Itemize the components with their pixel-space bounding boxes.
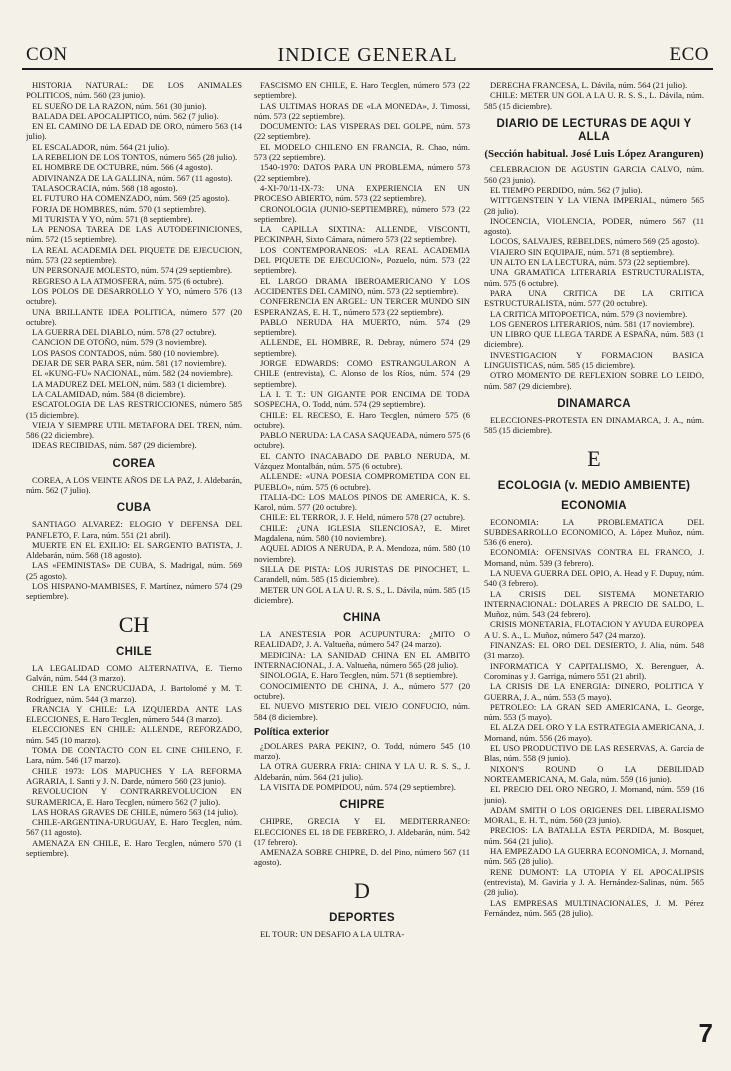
index-entry: EL «KUNG-FU» NACIONAL, núm. 582 (24 noviembre). — [32, 368, 233, 379]
index-entry: OTRO MOMENTO DE REFLEXION SOBRE LO LEIDO, núm. 587 (29 diciembre). — [484, 370, 704, 391]
index-entry: EL TIEMPO PERDIDO, núm. 562 (7 julio). — [490, 184, 643, 195]
index-entry: REVOLUCION Y CONTRARREVOLUCION EN SURAMERICA, E. Haro Tecglen, número 562 (7 julio). — [26, 786, 242, 807]
index-entry: LA NUEVA GUERRA DEL OPIO, A. Head y F. Dupuy, núm. 540 (3 febrero). — [484, 568, 704, 589]
letter-heading-d: D — [354, 877, 370, 903]
index-entry: VIEJA Y SIEMPRE UTIL METAFORA DEL TREN, núm. 586 (22 diciembre). — [26, 419, 242, 441]
index-entry: MUERTE EN EL EXILIO: EL SARGENTO BATISTA, J. Aldebarán, núm. 568 (18 agosto). — [26, 539, 242, 561]
index-entry: EN EL CAMINO DE LA EDAD DE ORO, número 563 (14 julio). — [26, 121, 242, 142]
index-entry: LA REBELION DE LOS TONTOS, número 565 (28 julio). — [32, 152, 238, 163]
header-title: INDICE GENERAL — [277, 44, 458, 66]
index-entry: JORGE EDWARDS: COMO ESTRANGULARON A CHILE (entrevista), C. Alonso de los Ríos, núm. 574 (29 septiembre). — [254, 358, 470, 389]
index-entry: METER UN GOL A LA U. R. S. S., L. Dávila, núm. 585 (15 diciembre). — [254, 584, 470, 605]
index-entry: ELECCIONES EN CHILE: ALLENDE, REFORZADO, núm. 545 (10 marzo). — [26, 724, 242, 745]
section-title-ecologia: ECOLOGIA (v. MEDIO AMBIENTE) — [497, 479, 691, 492]
index-entry: EL SUEÑO DE LA RAZON, núm. 561 (30 junio). — [32, 100, 207, 111]
index-entry: TOMA DE CONTACTO CON EL CINE CHILENO, F. Lara, núm. 546 (17 marzo). — [26, 745, 242, 766]
index-entry: EL ALZA DEL ORO Y LA ESTRATEGIA AMERICANA, J. Mornand, núm. 556 (26 mayo). — [484, 722, 704, 743]
section-title-diario: DIARIO DE LECTURAS DE AQUI Y ALLA — [496, 117, 692, 143]
section-title-dinamarca: DINAMARCA — [557, 397, 631, 410]
index-entry: LA VISITA DE POMPIDOU, núm. 574 (29 septiembre). — [260, 782, 456, 792]
index-entry: CELEBRACION DE AGUSTIN GARCIA CALVO, núm. 560 (23 junio). — [484, 164, 704, 185]
index-entry: PETROLEO: LA GRAN SED AMERICANA, L. George, núm. 553 (5 mayo). — [484, 701, 704, 723]
index-entry: 4-XI-70/11-IX-73: UNA EXPERIENCIA EN UN PROCESO ABIERTO, núm. 573 (22 septiembre). — [254, 182, 470, 204]
entry-list-chile-cont — [254, 80, 470, 605]
index-entry: DEJAR DE SER PARA SER, núm. 581 (17 noviembre). — [32, 358, 227, 369]
index-entry: UN LIBRO QUE LLEGA TARDE A ESPAÑA, núm. 583 (1 diciembre). — [484, 329, 704, 350]
index-entry: PABLO NERUDA: LA CASA SAQUEADA, número 575 (6 octubre). — [254, 430, 470, 451]
entry-list-corea — [26, 475, 242, 496]
entry-list-politica — [254, 741, 470, 792]
index-entry: IDEAS RECIBIDAS, núm. 587 (29 diciembre). — [32, 440, 197, 451]
index-entry: FORJA DE HOMBRES, núm. 570 (1 septiembre). — [32, 203, 207, 214]
index-entry: LAS EMPRESAS MULTINACIONALES, J. M. Pérez Fernández, núm. 565 (28 julio). — [484, 897, 704, 918]
index-entry: ITALIA-DC: LOS MALOS PINOS DE AMERICA, K. S. Karol, núm. 577 (20 octubre). — [254, 491, 470, 513]
subsection-title-politica: Política exterior — [254, 726, 330, 738]
index-entry: LAS ULTIMAS HORAS DE «LA MONEDA», J. Timossi, núm. 573 (22 septiembre). — [254, 100, 470, 121]
index-entry: ELECCIONES-PROTESTA EN DINAMARCA, J. A., núm. 585 (15 diciembre). — [484, 414, 704, 436]
index-entry: CHILE: ¿UNA IGLESIA SILENCIOSA?, E. Miret Magdalena, núm. 580 (10 noviembre). — [254, 522, 470, 544]
index-entry: LAS «FEMINISTAS» DE CUBA, S. Madrigal, núm. 569 (25 agosto). — [26, 560, 242, 581]
index-entry: CHILE 1973: LOS MAPUCHES Y LA REFORMA AGRARIA, I. Santi y J. N. Darde, número 560 (23 junio). — [26, 765, 242, 786]
index-entry: SINOLOGIA, E. Haro Tecglen, núm. 571 (8 septiembre). — [260, 670, 458, 681]
index-entry: LOS HISPANO-MAMBISES, F. Martínez, número 574 (29 septiembre). — [26, 581, 242, 602]
index-entry: LA CRISIS DE LA ENERGIA: DINERO, POLITICA Y GUERRA, J. A., núm. 553 (5 mayo). — [484, 681, 704, 702]
index-entry: MI TURISTA Y YO, núm. 571 (8 septiembre). — [32, 213, 193, 224]
index-entry: CHILE: EL RECESO, E. Haro Tecglen, número 575 (6 octubre). — [254, 409, 470, 430]
section-title-china: CHINA — [343, 612, 381, 625]
index-entry: COREA, A LOS VEINTE AÑOS DE LA PAZ, J. Aldebarán, núm. 562 (7 julio). — [26, 474, 242, 495]
entry-list-top — [26, 80, 242, 451]
entry-list-deportes-cont — [484, 80, 704, 111]
entry-list-dinamarca — [484, 415, 704, 436]
index-entry: LOS CONTEMPORANEOS: «LA REAL ACADEMIA DEL PIQUETE DE EJECUCION», Pozuelo, núm. 573 (22 septiembre). — [254, 244, 470, 276]
index-entry: RENE DUMONT: LA UTOPIA Y EL APOCALIPSIS (entrevista), M. Gaviria y J. A. Hernández-Salinas, núm. 565 (28 julio). — [484, 866, 704, 898]
index-entry: PRECIOS: LA BATALLA ESTA PERDIDA, M. Bosquet, núm. 564 (21 julio). — [484, 825, 704, 846]
index-entry: UNA GRAMATICA LITERARIA ESTRUCTURALISTA, núm. 575 (6 octubre). — [484, 267, 704, 288]
index-entry: INOCENCIA, VIOLENCIA, PODER, número 567 (11 agosto). — [484, 215, 704, 237]
index-entry: LOS POLOS DE DESARROLLO Y YO, número 576 (13 octubre). — [26, 285, 242, 307]
entry-list-diario — [484, 164, 704, 391]
index-entry: ALLENDE: «UNA POESIA COMPROMETIDA CON EL PUEBLO», núm. 575 (6 octubre). — [254, 471, 470, 492]
index-entry: EL NUEVO MISTERIO DEL VIEJO CONFUCIO, núm. 584 (8 diciembre). — [254, 701, 470, 722]
index-entry: LA PENOSA TAREA DE LAS AUTODEFINICIONES, núm. 572 (15 septiembre). — [26, 224, 242, 245]
index-entry: LA REAL ACADEMIA DEL PIQUETE DE EJECUCION, núm. 573 (22 septiembre). — [26, 244, 242, 266]
letter-heading-e: E — [587, 445, 601, 471]
index-entry: AMENAZA SOBRE CHIPRE, D. del Pino, número 567 (11 agosto). — [254, 847, 470, 868]
index-entry: EL USO PRODUCTIVO DE LAS RESERVAS, A. García de Blas, núm. 558 (9 junio). — [484, 743, 704, 764]
index-entry: LOCOS, SALVAJES, REBELDES, número 569 (25 agosto). — [490, 236, 700, 247]
index-entry: UN ALTO EN LA LECTURA, núm. 573 (22 septiembre). — [490, 257, 690, 268]
index-entry: CONOCIMIENTO DE CHINA, J. A., número 577 (20 octubre). — [254, 680, 470, 701]
index-entry: PARA UNA CRITICA DE LA CRITICA ESTRUCTURALISTA, núm. 577 (20 octubre). — [484, 287, 704, 309]
column-3 — [484, 80, 704, 1041]
index-entry: LA ANESTESIA POR ACUPUNTURA: ¿MITO O REALIDAD?, J. A. Valtueña, número 547 (24 marzo). — [254, 629, 470, 650]
index-entry: LOS GENEROS LITERARIOS, núm. 581 (17 noviembre). — [490, 318, 695, 329]
entry-list-cuba — [26, 519, 242, 601]
section-title-deportes: DEPORTES — [329, 911, 395, 924]
entry-list-economia — [484, 517, 704, 919]
index-entry: ECONOMIA: OFENSIVAS CONTRA EL FRANCO, J. Mornand, núm. 539 (3 febrero). — [484, 547, 704, 568]
section-title-chile: CHILE — [116, 645, 152, 658]
section-title-chipre: CHIPRE — [339, 799, 385, 812]
page-number: 7 — [698, 1018, 713, 1048]
index-entry: UN PERSONAJE MOLESTO, núm. 574 (29 septiembre). — [32, 265, 233, 276]
index-entry: HISTORIA NATURAL: DE LOS ANIMALES POLITICOS, núm. 560 (23 junio). — [26, 80, 242, 101]
index-entry: CHILE-ARGENTINA-URUGUAY, E. Haro Tecglen, núm. 567 (11 agosto). — [26, 817, 242, 838]
index-entry: DOCUMENTO: LAS VISPERAS DEL GOLPE, núm. 573 (22 septiembre). — [254, 121, 470, 142]
index-entry: LAS HORAS GRAVES DE CHILE, número 563 (14 julio). — [32, 806, 239, 817]
index-entry: LA CAPILLA SIXTINA: ALLENDE, VISCONTI, PECKINPAH, Sixto Cámara, número 573 (22 septiembre). — [254, 224, 470, 245]
index-entry: CHIPRE, GRECIA Y EL MEDITERRANEO: ELECCIONES EL 18 DE FEBRERO, J. Aldebarán, núm. 542 (17 febrero). — [254, 816, 470, 847]
index-entry: EL HOMBRE DE OCTUBRE, núm. 566 (4 agosto). — [32, 162, 213, 173]
index-entry: PABLO NERUDA HA MUERTO, núm. 574 (29 septiembre). — [254, 316, 470, 338]
index-entry: LA CRITICA MITOPOETICA, núm. 579 (3 noviembre). — [490, 308, 688, 319]
index-entry: EL TOUR: UN DESAFIO A LA ULTRA- — [260, 928, 405, 939]
index-entry: EL LARGO DRAMA IBEROAMERICANO Y LOS ACCIDENTES DEL CAMINO, núm. 573 (22 septiembre). — [254, 275, 470, 296]
index-entry: ADIVINANZA DE LA GALLINA, núm. 567 (11 agosto). — [32, 172, 233, 183]
index-entry: REGRESO A LA ATMOSFERA, núm. 575 (6 octubre). — [32, 275, 224, 286]
index-entry: EL MODELO CHILENO EN FRANCIA, R. Chao, núm. 573 (22 septiembre). — [254, 141, 470, 163]
index-entry: EL ESCALADOR, núm. 564 (21 julio). — [32, 141, 170, 152]
header-right-keyword: ECO — [669, 44, 709, 65]
index-entry: AQUEL ADIOS A NERUDA, P. A. Mendoza, núm. 580 (10 noviembre). — [254, 543, 470, 564]
index-entry: LA I. T. T.: UN GIGANTE POR ENCIMA DE TODA SOSPECHA, O. Todd, núm. 574 (29 septiembre). — [254, 388, 470, 410]
index-entry: VIAJERO SIN EQUIPAJE, núm. 571 (8 septiembre). — [490, 246, 675, 257]
header-left-keyword: CON — [26, 44, 68, 65]
index-entry: CHILE: EL TERROR, J. F. Held, número 578 (27 octubre). — [260, 512, 466, 523]
letter-heading-ch: CH — [118, 611, 150, 637]
index-entry: DERECHA FRANCESA, L. Dávila, núm. 564 (21 julio). — [490, 80, 688, 90]
index-entry: WITTGENSTEIN Y LA VIENA IMPERIAL, número 565 (28 julio). — [484, 195, 704, 216]
index-entry: AMENAZA EN CHILE, E. Haro Tecglen, número 570 (1 septiembre). — [26, 837, 242, 858]
index-entry: NIXON'S ROUND O LA DEBILIDAD NORTEAMERICANA, M. Gala, núm. 559 (16 junio). — [484, 763, 704, 784]
index-entry: HA EMPEZADO LA GUERRA ECONOMICA, J. Mornand, núm. 565 (28 julio). — [484, 846, 704, 867]
index-entry: SANTIAGO ALVAREZ: ELOGIO Y DEFENSA DEL PANFLETO, F. Lara, núm. 551 (21 abril). — [26, 519, 242, 540]
index-entry: BALADA DEL APOCALIPTICO, núm. 562 (7 julio). — [32, 110, 219, 121]
index-entry: ADAM SMITH O LOS ORIGENES DEL LIBERALISMO MORAL, E. H. T., núm. 560 (23 junio). — [484, 804, 704, 826]
index-entry: ¿DOLARES PARA PEKIN?, O. Todd, número 545 (10 marzo). — [254, 740, 470, 762]
index-entry: INVESTIGACION Y FORMACION BASICA LINGUISTICAS, núm. 585 (15 diciembre). — [484, 349, 704, 371]
section-title-cuba: CUBA — [116, 502, 152, 515]
index-entry: LA MADUREZ DEL MELON, núm. 583 (1 diciembre). — [32, 378, 227, 389]
index-entry: LA GUERRA DEL DIABLO, núm. 578 (27 octubre). — [32, 327, 217, 338]
index-entry: ESCATOLOGIA DE LAS RESTRICCIONES, número 585 (15 diciembre). — [26, 399, 242, 420]
index-entry: TALASOCRACIA, núm. 568 (18 agosto). — [32, 182, 178, 193]
index-entry: FASCISMO EN CHILE, E. Haro Tecglen, número 573 (22 septiembre). — [254, 80, 470, 101]
running-head — [22, 44, 713, 70]
index-entry: 1540-1970: DATOS PARA UN PROBLEMA, número 573 (22 septiembre). — [254, 162, 470, 183]
index-entry: UNA BRILLANTE IDEA POLITICA, número 577 (20 octubre). — [26, 306, 242, 327]
index-entry: CRISIS MONETARIA, FLOTACION Y AYUDA EUROPEA A U. S. A., L. Muñoz, número 547 (24 marzo). — [484, 619, 704, 640]
index-entry: MEDICINA: LA SANIDAD CHINA EN EL AMBITO INTERNACIONAL, J. A. Valtueña, número 565 (28 julio). — [254, 649, 470, 671]
index-entry: CRONOLOGIA (JUNIO-SEPTIEMBRE), número 573 (22 septiembre). — [254, 203, 470, 224]
column-2 — [254, 80, 470, 1041]
index-entry: FINANZAS: EL ORO DEL DESIERTO, J. Alia, núm. 548 (31 marzo). — [484, 640, 704, 661]
section-subtitle-diario: (Sección habitual. José Luis López Aranguren) — [484, 147, 704, 160]
index-entry: FRANCIA Y CHILE: LA IZQUIERDA ANTE LAS ELECCIONES, E. Haro Tecglen, número 544 (3 marzo). — [26, 703, 242, 725]
index-entry: LOS PASOS CONTADOS, núm. 580 (10 noviembre). — [32, 347, 219, 358]
entry-list-deportes — [254, 929, 470, 939]
index-entry: EL FUTURO HA COMENZADO, núm. 569 (25 agosto). — [32, 193, 230, 204]
index-entry: LA CRISIS DEL SISTEMA MONETARIO INTERNACIONAL: DOLARES A PRECIO DE SALDO, L. Muñoz, núm. 543 (24 febrero). — [484, 588, 704, 620]
index-entry: INFORMATICA Y CAPITALISMO, X. Berenguer, A. Corominas y J. Garriga, número 551 (21 abril). — [484, 660, 704, 681]
section-title-economia: ECONOMIA — [561, 499, 627, 512]
index-entry: CHILE: METER UN GOL A LA U. R. S. S., L. Dávila, núm. 585 (15 diciembre). — [484, 90, 704, 111]
section-title-corea: COREA — [112, 457, 156, 470]
index-entry: CONFERENCIA EN ARGEL: UN TERCER MUNDO SIN ESPERANZAS, E. H. T., número 573 (22 septiembre). — [254, 296, 470, 317]
index-entry: CANCION DE OTOÑO, núm. 579 (3 noviembre). — [32, 337, 207, 348]
index-entry: EL PRECIO DEL ORO NEGRO, J. Mornand, núm. 559 (16 junio). — [484, 784, 704, 805]
column-1 — [26, 80, 242, 1041]
index-entry: CHILE EN LA ENCRUCIJADA, J. Bartolomé y M. T. Rodríguez, núm. 544 (3 marzo). — [26, 683, 242, 704]
index-entry: SILLA DE PISTA: LOS JURISTAS DE PINOCHET, L. Carandell, núm. 585 (15 diciembre). — [254, 563, 470, 585]
index-entry: EL CANTO INACABADO DE PABLO NERUDA, M. Vázquez Montalbán, núm. 575 (6 octubre). — [254, 450, 470, 471]
entry-list-chile — [26, 663, 242, 859]
entry-list-china — [254, 629, 470, 722]
index-entry: LA CALAMIDAD, núm. 584 (8 diciembre). — [32, 388, 186, 399]
index-entry: ALLENDE, EL HOMBRE, R. Debray, número 574 (29 septiembre). — [254, 337, 470, 358]
index-entry: LA OTRA GUERRA FRIA: CHINA Y LA U. R. S. S., J. Aldebarán, núm. 564 (21 julio). — [254, 761, 470, 782]
entry-list-chipre — [254, 816, 470, 867]
index-entry: LA LEGALIDAD COMO ALTERNATIVA, E. Tierno Galván, núm. 544 (3 marzo). — [26, 662, 242, 683]
index-entry: ECONOMIA: LA PROBLEMATICA DEL SUBDESARROLLO ECONOMICO, A. López Muñoz, núm. 536 (6 enero). — [484, 516, 704, 548]
